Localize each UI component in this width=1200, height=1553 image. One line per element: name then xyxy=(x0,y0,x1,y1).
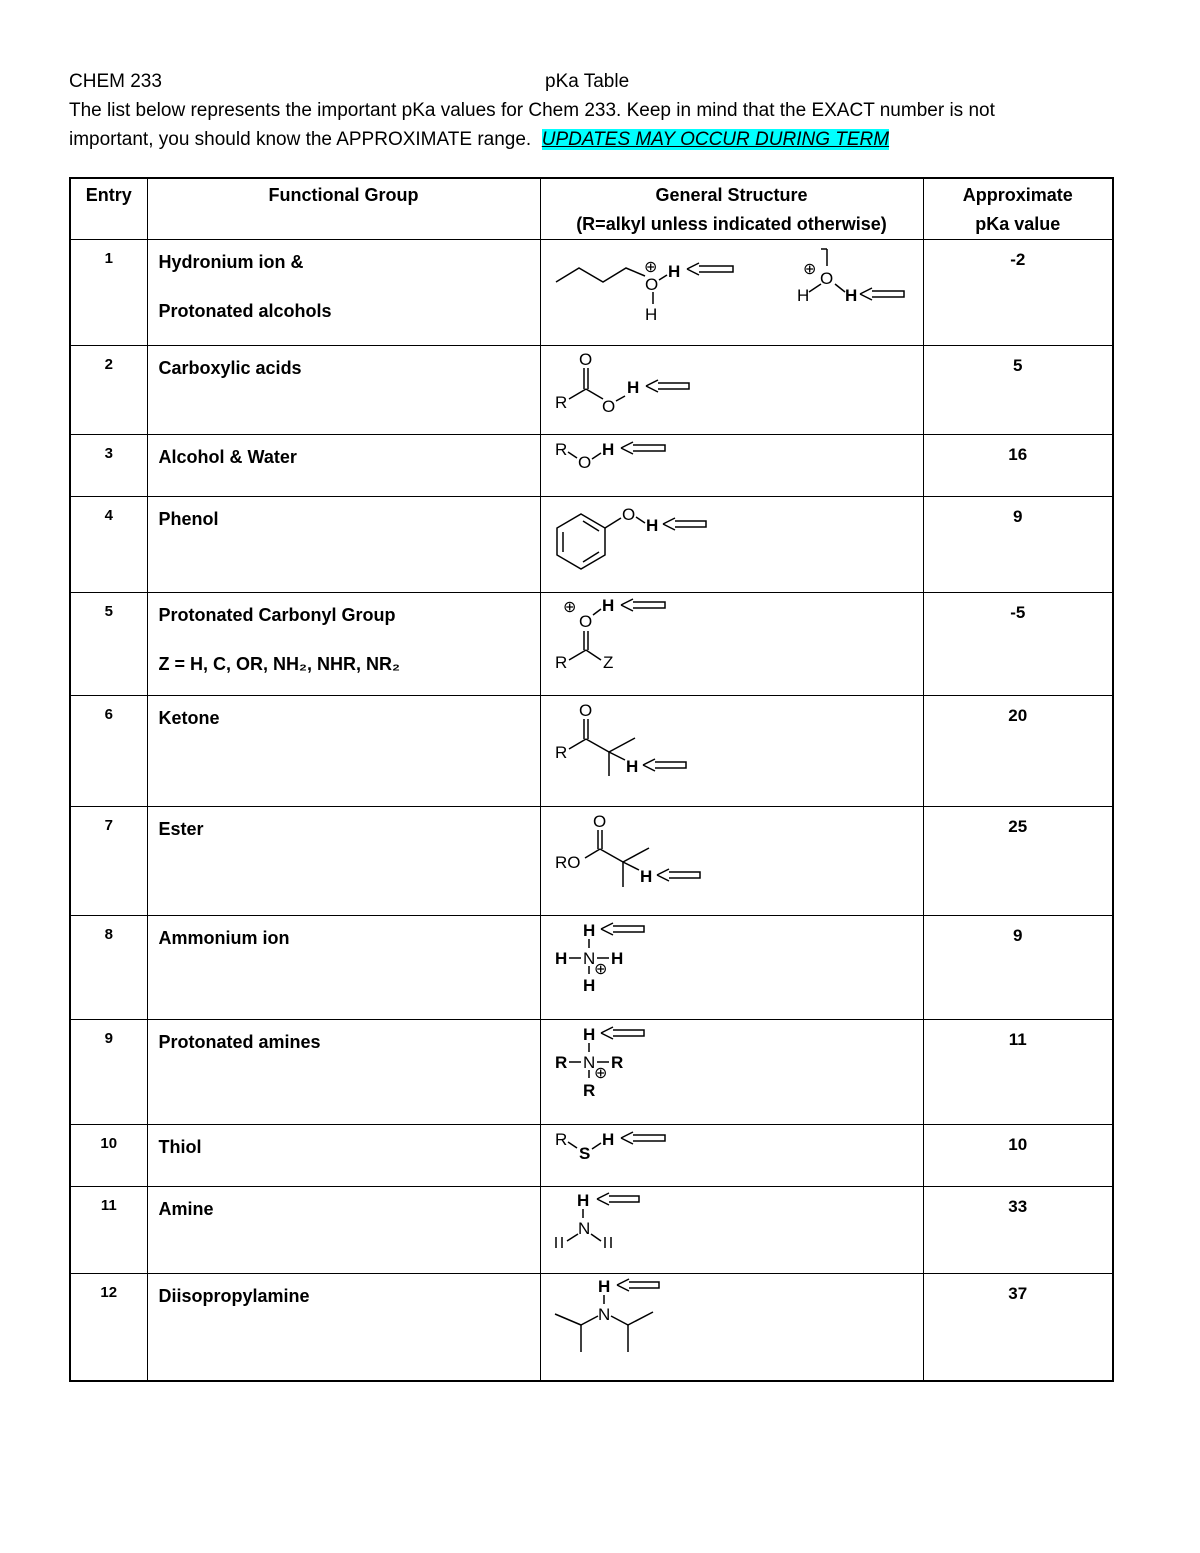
svg-text:H: H xyxy=(597,1277,610,1296)
pka-value: 16 xyxy=(923,435,1113,497)
group-name: Protonated amines xyxy=(147,1020,540,1125)
thiol-structure xyxy=(541,1125,924,1187)
svg-text:O: O xyxy=(644,275,658,294)
update-note: UPDATES MAY OCCUR DURING TERM xyxy=(541,129,890,150)
group-name: Diisopropylamine xyxy=(147,1274,540,1381)
svg-text:H: H xyxy=(644,305,657,324)
table-row xyxy=(70,1020,1113,1125)
svg-text:N: N xyxy=(582,1053,595,1072)
ketone-structure xyxy=(541,696,924,807)
pka-header-line2: pKa value xyxy=(975,214,1061,234)
group-line1: Protonated Carbonyl Group xyxy=(158,605,396,625)
group-line1: Hydronium ion & xyxy=(158,252,304,272)
svg-text:R: R xyxy=(554,1053,567,1072)
group-name: Ammonium ion xyxy=(147,916,540,1020)
entry-number: 1 xyxy=(70,240,147,346)
svg-text:H: H xyxy=(796,286,809,305)
table-row xyxy=(70,1187,1113,1274)
svg-text:⊕: ⊕ xyxy=(562,599,576,616)
svg-text:O: O xyxy=(621,505,635,524)
table-row xyxy=(70,807,1113,916)
entry-number: 6 xyxy=(70,696,147,807)
svg-text:H: H xyxy=(554,949,567,968)
entry-number: 7 xyxy=(70,807,147,916)
structure-cell xyxy=(540,807,923,916)
group-name: Carboxylic acids xyxy=(147,346,540,435)
structure-header-line2: (R=alkyl unless indicated otherwise) xyxy=(576,214,887,234)
svg-text:H: H xyxy=(844,286,857,305)
svg-text:S: S xyxy=(578,1144,590,1163)
structure-cell xyxy=(540,696,923,807)
group-name xyxy=(147,240,540,346)
protonated-alcohol-structure xyxy=(541,240,924,346)
svg-text:H: H xyxy=(601,1130,614,1149)
svg-text:H: H xyxy=(582,976,595,995)
svg-text:R: R xyxy=(582,1081,595,1100)
group-name: Ketone xyxy=(147,696,540,807)
protonated-carbonyl-structure xyxy=(541,593,924,696)
group-name xyxy=(147,593,540,696)
svg-text:H: H xyxy=(645,516,658,535)
svg-text:O: O xyxy=(819,269,833,288)
pka-table xyxy=(69,177,1114,1382)
structure-cell xyxy=(540,1274,923,1381)
ammonium-structure xyxy=(541,916,924,1020)
svg-text:O: O xyxy=(578,350,592,369)
intro-line-1: The list below represents the important pKa values for Chem 233. Keep in mind that the EXACT number is not xyxy=(69,100,995,121)
structure-cell xyxy=(540,593,923,696)
svg-text:Z: Z xyxy=(602,653,613,672)
table-row xyxy=(70,240,1113,346)
protonated-amine-structure xyxy=(541,1020,924,1125)
svg-text:O: O xyxy=(592,812,606,831)
group-line2: Z = H, C, OR, NH₂, NHR, NR₂ xyxy=(158,654,401,674)
structure-cell xyxy=(540,240,923,346)
phenol-structure xyxy=(541,497,924,593)
table-row xyxy=(70,1274,1113,1381)
svg-text:⊕: ⊕ xyxy=(593,961,607,978)
svg-text:O: O xyxy=(601,397,615,416)
svg-text:R: R xyxy=(610,1053,623,1072)
pka-value: 9 xyxy=(923,916,1113,1020)
table-row xyxy=(70,1125,1113,1187)
structure-cell xyxy=(540,916,923,1020)
entry-number: 8 xyxy=(70,916,147,1020)
column-header-group: Functional Group xyxy=(147,178,540,240)
svg-text:H: H xyxy=(639,867,652,886)
pka-value: 9 xyxy=(923,497,1113,593)
structure-cell xyxy=(540,1187,923,1274)
pka-value: 20 xyxy=(923,696,1113,807)
table-row xyxy=(70,696,1113,807)
entry-number: 5 xyxy=(70,593,147,696)
svg-text:H: H xyxy=(625,757,638,776)
svg-text:H: H xyxy=(601,596,614,615)
entry-number: 9 xyxy=(70,1020,147,1125)
structure-header-line1: General Structure xyxy=(655,185,808,205)
pka-value: -2 xyxy=(923,240,1113,346)
svg-text:R: R xyxy=(554,653,567,672)
svg-text:O: O xyxy=(577,453,591,472)
table-row xyxy=(70,346,1113,435)
svg-text:R: R xyxy=(554,393,567,412)
svg-text:N: N xyxy=(582,949,595,968)
svg-text:H: H xyxy=(582,921,595,940)
carboxylic-acid-structure xyxy=(541,346,924,435)
column-header-pka xyxy=(923,178,1113,240)
table-row xyxy=(70,593,1113,696)
alcohol-structure xyxy=(541,435,924,497)
group-name: Amine xyxy=(147,1187,540,1274)
table-header-row xyxy=(70,178,1113,240)
svg-text:H: H xyxy=(626,378,639,397)
svg-text:R: R xyxy=(554,440,567,459)
group-name: Alcohol & Water xyxy=(147,435,540,497)
entry-number: 11 xyxy=(70,1187,147,1274)
group-name: Ester xyxy=(147,807,540,916)
column-header-structure xyxy=(540,178,923,240)
structure-cell xyxy=(540,1020,923,1125)
group-name: Thiol xyxy=(147,1125,540,1187)
pka-value: 5 xyxy=(923,346,1113,435)
intro-line-2-text: important, you should know the APPROXIMATE range. xyxy=(69,129,532,150)
entry-number: 3 xyxy=(70,435,147,497)
svg-text:⊕: ⊕ xyxy=(802,261,816,278)
entry-number: 10 xyxy=(70,1125,147,1187)
entry-number: 12 xyxy=(70,1274,147,1381)
column-header-entry: Entry xyxy=(70,178,147,240)
page-title: pKa Table xyxy=(545,71,630,92)
svg-text:H: H xyxy=(667,262,680,281)
pka-value: 25 xyxy=(923,807,1113,916)
group-line2: Protonated alcohols xyxy=(158,301,332,321)
pka-value: 11 xyxy=(923,1020,1113,1125)
structure-cell xyxy=(540,497,923,593)
structure-cell xyxy=(540,435,923,497)
structure-cell xyxy=(540,1125,923,1187)
structure-cell xyxy=(540,346,923,435)
pka-value: -5 xyxy=(923,593,1113,696)
svg-text:O: O xyxy=(578,612,592,631)
diisopropylamine-structure xyxy=(541,1274,924,1381)
pka-value: 10 xyxy=(923,1125,1113,1187)
svg-text:N: N xyxy=(577,1219,590,1238)
svg-text:H: H xyxy=(601,440,614,459)
svg-text:⊕: ⊕ xyxy=(593,1065,607,1082)
svg-text:R: R xyxy=(554,743,567,762)
course-label: CHEM 233 xyxy=(69,71,162,92)
pka-value: 33 xyxy=(923,1187,1113,1274)
svg-text:H: H xyxy=(610,949,623,968)
svg-text:⊕: ⊕ xyxy=(643,259,657,276)
svg-text:O: O xyxy=(578,701,592,720)
svg-text:H: H xyxy=(576,1191,589,1210)
svg-text:H: H xyxy=(582,1025,595,1044)
svg-text:N: N xyxy=(597,1305,610,1324)
table-row xyxy=(70,435,1113,497)
ester-structure xyxy=(541,807,924,916)
table-row xyxy=(70,497,1113,593)
amine-structure xyxy=(541,1187,924,1274)
svg-text:R: R xyxy=(554,1130,567,1149)
table-row xyxy=(70,916,1113,1020)
entry-number: 4 xyxy=(70,497,147,593)
svg-text:RO: RO xyxy=(554,853,580,872)
group-name: Phenol xyxy=(147,497,540,593)
intro-line-2 xyxy=(69,128,889,152)
pka-header-line1: Approximate xyxy=(962,185,1073,205)
pka-value: 37 xyxy=(923,1274,1113,1381)
entry-number: 2 xyxy=(70,346,147,435)
